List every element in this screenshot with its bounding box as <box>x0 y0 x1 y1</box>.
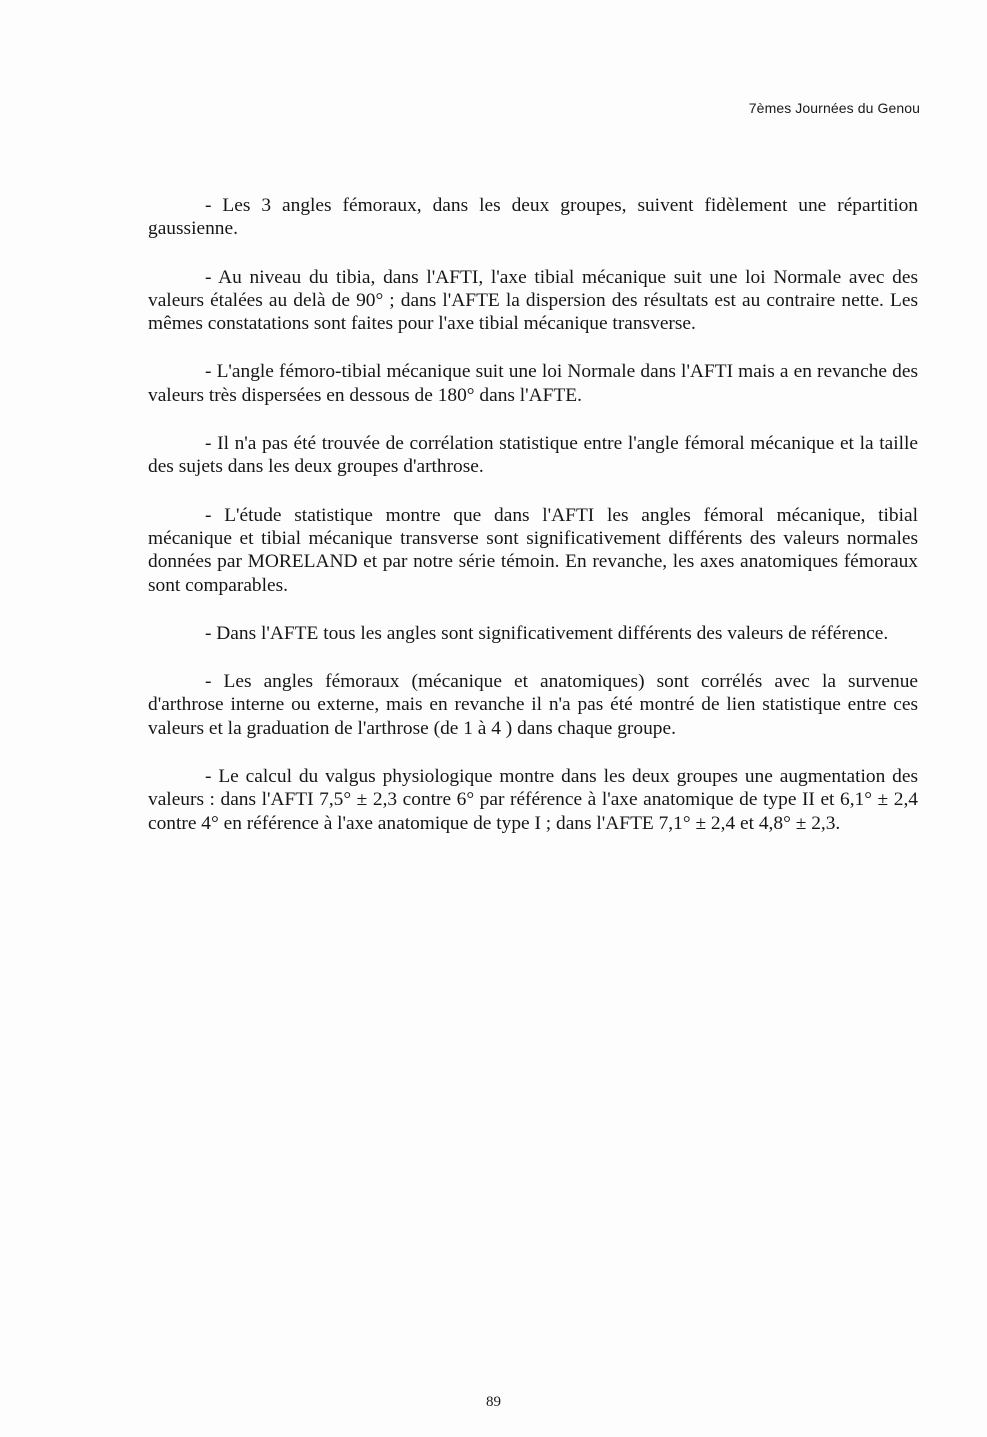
body-text <box>148 194 918 860</box>
paragraph-femoral-angles-distribution: - Les 3 angles fémoraux, dans les deux groupes, suivent fidèlement une répartition gaussienne. <box>148 195 918 240</box>
paragraph-femoro-tibial-angle: - L'angle fémoro-tibial mécanique suit une loi Normale dans l'AFTI mais a en revanche des valeurs très dispersées en dessous de 180° dans l'AFTE. <box>148 361 918 406</box>
running-header: 7èmes Journées du Genou <box>748 100 920 116</box>
paragraph-correlation-height: - Il n'a pas été trouvée de corrélation statistique entre l'angle fémoral mécanique et la taille des sujets dans les deux groupes d'arthrose. <box>148 433 918 478</box>
paragraph-statistical-study-afti: - L'étude statistique montre que dans l'AFTI les angles fémoral mécanique, tibial mécanique et tibial mécanique transverse sont significativement différents des valeurs normales données par MORELAND et par notre série témoin. En revanche, les axes anatomiques fémoraux sont comparables. <box>148 504 918 596</box>
paragraph-valgus-calculation: - Le calcul du valgus physiologique montre dans les deux groupes une augmentation des valeurs : dans l'AFTI 7,5° ± 2,3 contre 6° par référence à l'axe anatomique de type II et 6,1° ± 2,4 contre 4° en référence à l'axe anatomique de type I ; dans l'AFTE 7,1° ± 2,4 et 4,8° ± 2,3. <box>148 766 918 834</box>
paragraph-femoral-angles-correlation: - Les angles fémoraux (mécanique et anatomiques) sont corrélés avec la survenue d'arthrose interne ou externe, mais en revanche il n'a pas été montré de lien statistique entre ces valeurs et la graduation de l'arthrose (de 1 à 4 ) dans chaque groupe. <box>148 671 918 739</box>
paragraph-tibia-axis: - Au niveau du tibia, dans l'AFTI, l'axe tibial mécanique suit une loi Normale avec des valeurs étalées au delà de 90° ; dans l'AFTE la dispersion des résultats est au contraire nette. Les mêmes constatations sont faites pour l'axe tibial mécanique transverse. <box>148 266 918 335</box>
paragraph-afte-angles: - Dans l'AFTE tous les angles sont significativement différents des valeurs de référence. <box>205 622 889 644</box>
page-number: 89 <box>486 1394 501 1410</box>
